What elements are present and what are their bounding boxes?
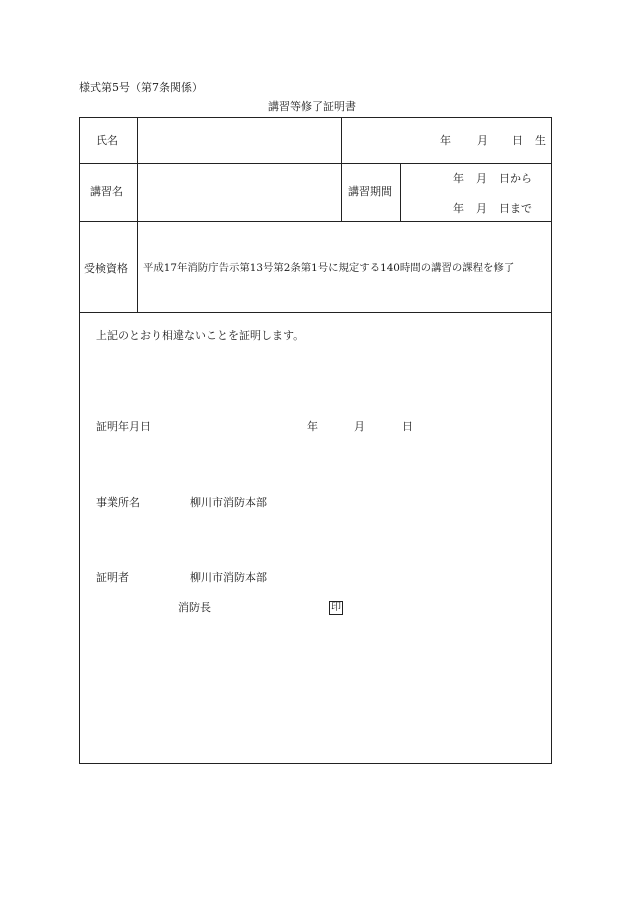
border-right	[551, 117, 552, 764]
border-left	[79, 117, 80, 764]
birth-suffix: 生	[535, 134, 546, 147]
birth-month-label: 月	[477, 134, 488, 147]
birth-year-label: 年	[440, 134, 451, 147]
certification-date-day: 日	[402, 420, 413, 433]
birth-day-label: 日	[512, 134, 523, 147]
certifier-value: 柳川市消防本部	[190, 571, 267, 584]
certifier-label: 証明者	[96, 571, 129, 584]
office-value: 柳川市消防本部	[190, 496, 267, 509]
period-from-year: 年	[453, 172, 464, 185]
form-number: 様式第5号（第7条関係）	[79, 81, 203, 94]
name-label: 氏名	[96, 134, 118, 147]
mid-column-divider	[341, 117, 342, 222]
period-from-day: 日から	[499, 172, 532, 185]
name-field[interactable]	[138, 118, 341, 163]
certification-statement: 上記のとおり相違ないことを証明します。	[96, 329, 305, 342]
document-title: 講習等修了証明書	[268, 100, 356, 113]
course-label: 講習名	[90, 185, 123, 198]
office-label: 事業所名	[96, 496, 140, 509]
period-label: 講習期間	[348, 185, 392, 198]
period-to-year: 年	[453, 202, 464, 215]
course-name-field[interactable]	[138, 164, 341, 221]
row-divider-2	[79, 221, 552, 222]
period-from-month: 月	[476, 172, 487, 185]
row-divider-3	[79, 312, 552, 313]
certification-date-year: 年	[307, 420, 318, 433]
fire-chief-label: 消防長	[178, 601, 211, 614]
period-to-month: 月	[476, 202, 487, 215]
period-to-day: 日まで	[499, 202, 532, 215]
certification-date-label: 証明年月日	[96, 420, 151, 433]
period-column-divider	[400, 163, 401, 222]
qualification-label: 受検資格	[84, 262, 128, 275]
qualification-text: 平成17年消防庁告示第13号第2条第1号に規定する140時間の講習の課程を修了	[143, 262, 515, 274]
seal-mark: 印	[331, 602, 341, 613]
certification-date-month: 月	[354, 420, 365, 433]
border-bottom	[79, 763, 552, 764]
